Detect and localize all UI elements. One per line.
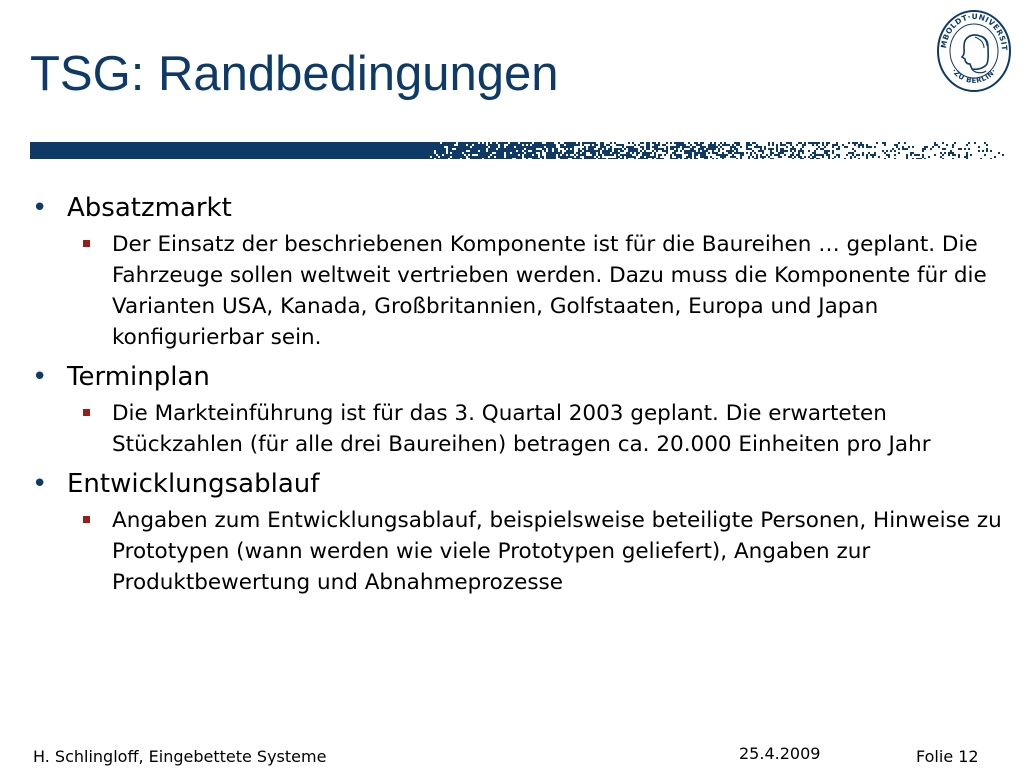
sub-bullet-text: Die Markteinführung ist für das 3. Quartal 2003 geplant. Die erwarteten Stückzahlen (für alle drei Baureihen) betragen ca. 20.000 Einheiten pro Jahr: [112, 401, 931, 457]
square-bullet-icon: [83, 240, 90, 247]
svg-text:HUMBOLDT·UNIVERSITÄT: MBOLDT·UNIVERSIT: [938, 11, 1010, 51]
sub-bullet-item: [28, 505, 1004, 598]
footer-date: 25.4.2009: [739, 744, 821, 763]
bullet-item-terminplan: [28, 359, 1004, 395]
svg-text:·ZU BERLIN·: ·ZU BERLIN·: [950, 67, 998, 85]
bullet-item-entwicklungsablauf: [28, 466, 1004, 502]
bullet-dot-icon: •: [32, 362, 48, 392]
square-bullet-icon: [83, 409, 90, 416]
footer-author: H. Schlingloff, Eingebettete Systeme: [33, 747, 327, 766]
slide-content: [28, 190, 1004, 604]
slide-title: TSG: Randbedingungen: [30, 47, 559, 101]
square-bullet-icon: [83, 516, 90, 523]
bullet-dot-icon: •: [32, 469, 48, 499]
bullet-heading: Entwicklungsablauf: [67, 469, 320, 499]
sub-bullet-text: Der Einsatz der beschriebenen Komponente ist für die Baureihen … geplant. Die Fahrzeuge sollen weltweit vertrieben werden. Dazu muss die Komponente für die Varianten USA, Kanada, Großbritannien, Golfstaaten, Europa und Japan konfigurierbar sein.: [112, 232, 987, 350]
bullet-dot-icon: •: [32, 193, 48, 223]
sub-bullet-item: [28, 398, 1004, 460]
sub-bullet-item: [28, 229, 1004, 353]
title-divider-bar: [30, 142, 1006, 159]
bullet-heading: Absatzmarkt: [67, 193, 232, 223]
humboldt-university-seal-icon: [934, 6, 1014, 96]
bullet-heading: Terminplan: [67, 362, 210, 392]
footer-slide-number: Folie 12: [916, 747, 979, 766]
bullet-item-absatzmarkt: [28, 190, 1004, 226]
sub-bullet-text: Angaben zum Entwicklungsablauf, beispielsweise beteiligte Personen, Hinweise zu Prototypen (wann werden wie viele Prototypen geliefert), Angaben zur Produktbewertung und Abnahmeprozesse: [112, 508, 1002, 595]
